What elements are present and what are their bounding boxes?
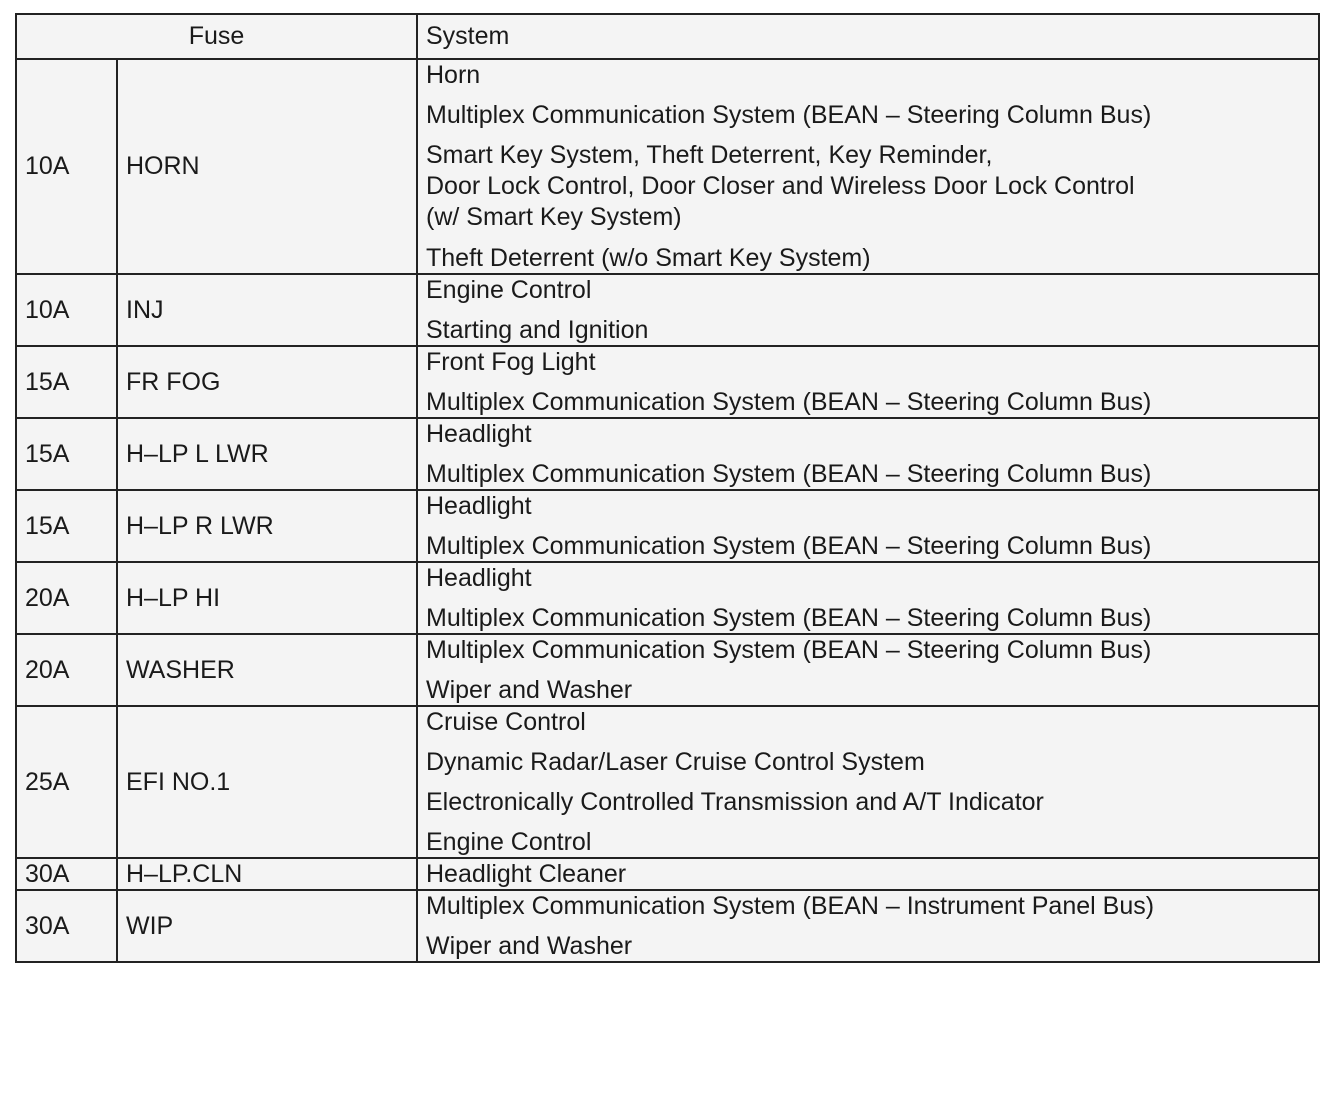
fuse-header: Fuse (16, 14, 417, 59)
system-list (417, 706, 1319, 858)
fuse-amperage: 15A (16, 418, 117, 490)
system-item: Multiplex Communication System (BEAN – Steering Column Bus) (426, 460, 1152, 488)
system-header: System (417, 14, 1319, 59)
system-item: Headlight Cleaner (426, 860, 627, 888)
table-row (16, 346, 1319, 418)
system-item: Multiplex Communication System (BEAN – Steering Column Bus) (426, 636, 1152, 664)
fuse-name: HORN (117, 59, 417, 274)
system-list (417, 858, 1319, 890)
table-row (16, 418, 1319, 490)
fuse-amperage: 10A (16, 274, 117, 346)
fuse-name: H–LP.CLN (117, 858, 417, 890)
system-item: Wiper and Washer (426, 932, 633, 960)
system-item: Front Fog Light (426, 348, 596, 376)
system-item: Multiplex Communication System (BEAN – Steering Column Bus) (426, 604, 1152, 632)
table-row (16, 706, 1319, 858)
fuse-name: H–LP HI (117, 562, 417, 634)
fuse-amperage: 15A (16, 490, 117, 562)
system-item: Starting and Ignition (426, 316, 649, 344)
system-item: Electronically Controlled Transmission and A/T Indicator (426, 788, 1044, 816)
system-item: Multiplex Communication System (BEAN – Instrument Panel Bus) (426, 892, 1155, 920)
table-row (16, 634, 1319, 706)
fuse-name: WIP (117, 890, 417, 962)
system-item: Theft Deterrent (w/o Smart Key System) (426, 244, 871, 272)
fuse-table (15, 13, 1320, 963)
table-row (16, 562, 1319, 634)
table-row (16, 890, 1319, 962)
fuse-amperage: 30A (16, 890, 117, 962)
fuse-amperage: 15A (16, 346, 117, 418)
system-item: Engine Control (426, 276, 592, 304)
system-item: Headlight (426, 564, 532, 592)
system-item: Headlight (426, 492, 532, 520)
fuse-name: H–LP L LWR (117, 418, 417, 490)
system-item: Headlight (426, 420, 532, 448)
table-row (16, 858, 1319, 890)
fuse-table-body (16, 59, 1319, 962)
system-item: Dynamic Radar/Laser Cruise Control System (426, 748, 925, 776)
table-row (16, 274, 1319, 346)
system-item: Multiplex Communication System (BEAN – Steering Column Bus) (426, 388, 1152, 416)
fuse-name: INJ (117, 274, 417, 346)
fuse-amperage: 25A (16, 706, 117, 858)
fuse-name: EFI NO.1 (117, 706, 417, 858)
system-item: Wiper and Washer (426, 676, 633, 704)
system-item: Engine Control (426, 828, 592, 856)
system-list (417, 490, 1319, 562)
system-item: Horn (426, 61, 481, 89)
fuse-amperage: 30A (16, 858, 117, 890)
system-item: Smart Key System, Theft Deterrent, Key Reminder, Door Lock Control, Door Closer and Wireless Door Lock Control (w/ Smart Key System) (426, 141, 1135, 231)
system-item: Cruise Control (426, 708, 586, 736)
fuse-name: H–LP R LWR (117, 490, 417, 562)
fuse-name: FR FOG (117, 346, 417, 418)
system-list (417, 346, 1319, 418)
system-list (417, 890, 1319, 962)
system-list (417, 274, 1319, 346)
fuse-amperage: 20A (16, 634, 117, 706)
table-row (16, 490, 1319, 562)
header-row (16, 14, 1319, 59)
system-list (417, 634, 1319, 706)
fuse-name: WASHER (117, 634, 417, 706)
fuse-amperage: 10A (16, 59, 117, 274)
system-list (417, 418, 1319, 490)
fuse-amperage: 20A (16, 562, 117, 634)
system-list (417, 59, 1319, 274)
system-item: Multiplex Communication System (BEAN – Steering Column Bus) (426, 532, 1152, 560)
system-item: Multiplex Communication System (BEAN – Steering Column Bus) (426, 101, 1152, 129)
table-row (16, 59, 1319, 274)
system-list (417, 562, 1319, 634)
